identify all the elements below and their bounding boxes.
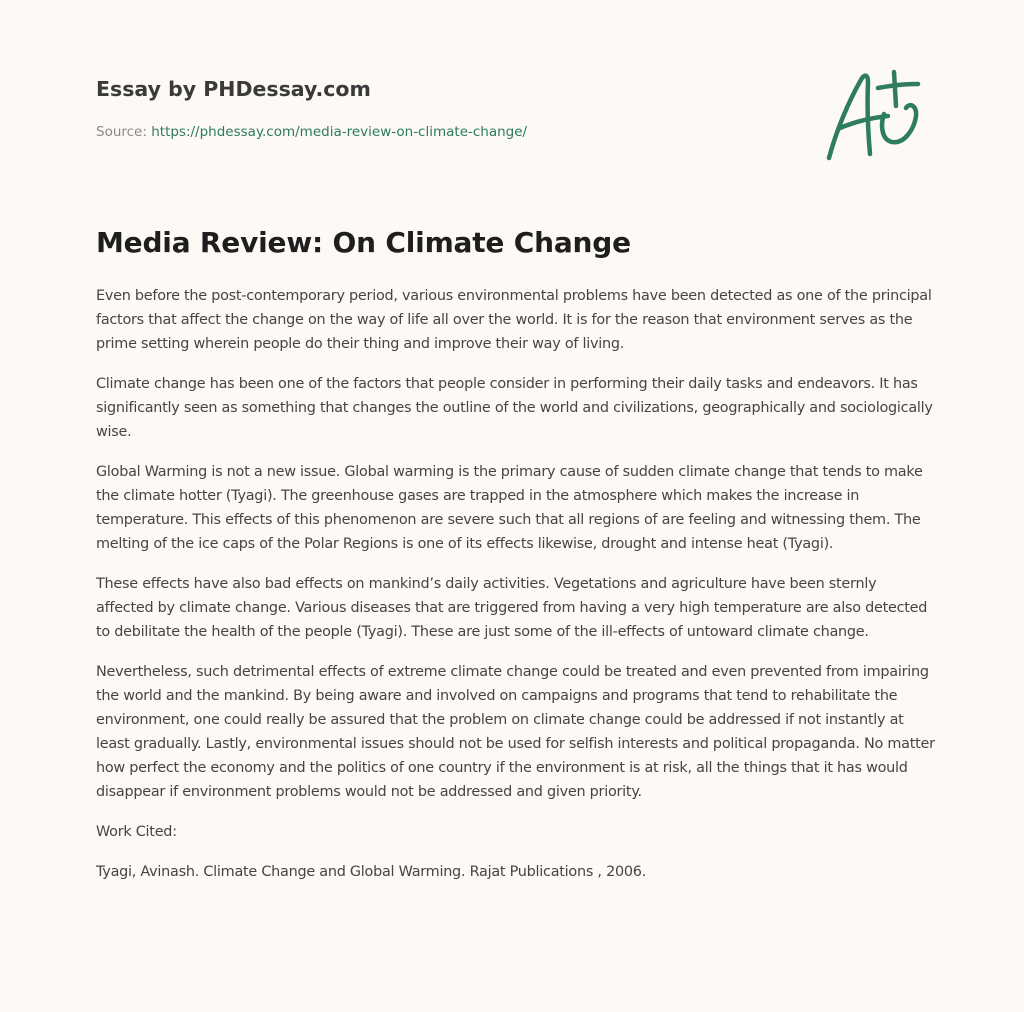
citation: Tyagi, Avinash. Climate Change and Global Warming. Rajat Publications , 2006. xyxy=(96,864,647,880)
essay-paragraph: Global Warming is not a new issue. Global warming is the primary cause of sudden climate change that tends to make the climate hotter (Tyagi). The greenhouse gases are trapped in the atmosphere which makes the increase in temperature. This effects of this phenomenon are severe such that all regions of are feeling and witnessing them. The melting of the ice caps of the Polar Regions is one of its effects likewise, drought and intense heat (Tyagi). xyxy=(96,464,923,552)
brand-title: Essay by PHDessay.com xyxy=(96,77,371,101)
a-plus-logo-icon xyxy=(822,62,932,168)
source-link[interactable]: https://phdessay.com/media-review-on-climate-change/ xyxy=(151,124,528,140)
essay-paragraph: Even before the post-contemporary period, various environmental problems have been detected as one of the principal factors that affect the change on the way of life all over the world. It is for the reason that environment serves as the prime setting wherein people do their thing and improve their way of living. xyxy=(96,288,932,352)
works-cited-heading: Work Cited: xyxy=(96,824,177,840)
essay-body xyxy=(96,284,936,900)
essay-paragraph: Nevertheless, such detrimental effects of extreme climate change could be treated and even prevented from impairing the world and the mankind. By being aware and involved on campaigns and programs that tend to rehabilitate the environment, one could really be assured that the problem on climate change could be addressed if not instantly at least gradually. Lastly, environmental issues should not be used for selfish interests and political propaganda. No matter how perfect the economy and the politics of one country if the environment is at risk, all the things that it has would disappear if environment problems would not be addressed and given priority. xyxy=(96,664,935,800)
essay-paragraph: These effects have also bad effects on mankind’s daily activities. Vegetations and agriculture have been sternly affected by climate change. Various diseases that are triggered from having a very high temperature are also detected to debilitate the health of the people (Tyagi). These are just some of the ill-effects of untoward climate change. xyxy=(96,576,928,640)
source-label: Source: xyxy=(96,124,147,140)
source-line xyxy=(96,124,527,140)
essay-paragraph: Climate change has been one of the factors that people consider in performing their daily tasks and endeavors. It has significantly seen as something that changes the outline of the world and civilizations, geographically and sociologically wise. xyxy=(96,376,933,440)
essay-title: Media Review: On Climate Change xyxy=(96,226,631,259)
